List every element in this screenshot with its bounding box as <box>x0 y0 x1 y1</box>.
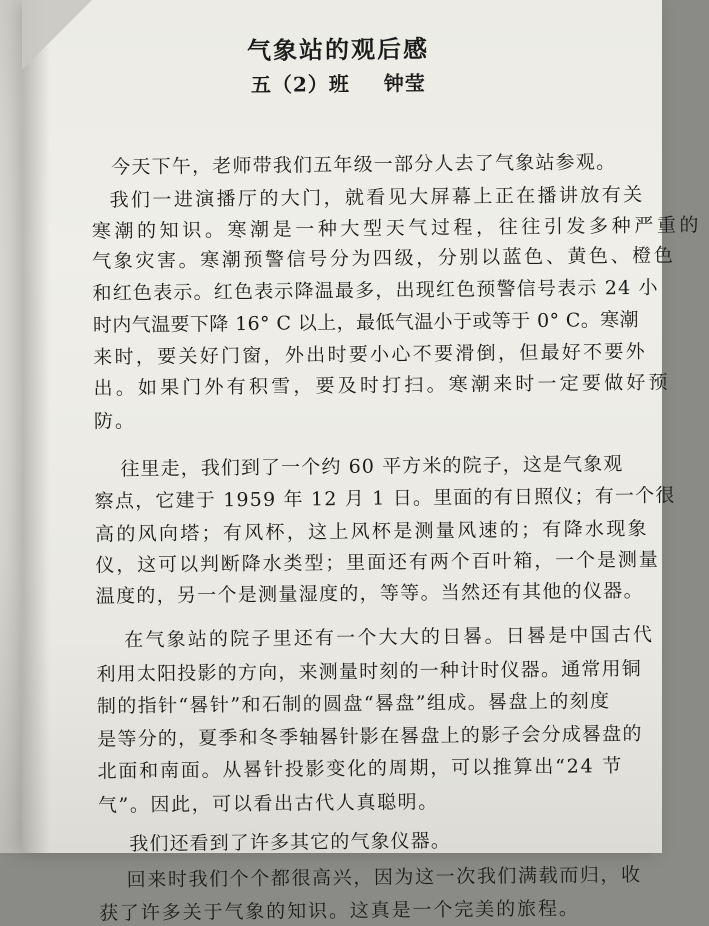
text-line: 高的风向塔；有风杯，这上风杯是测量风速的；有降水现象 <box>94 517 649 546</box>
text-line: 制的指针“晷针”和石制的圆盘“晷盘”组成。晷盘上的刻度 <box>96 690 611 718</box>
text-line: 气”。因此，可以看出古代人真聪明。 <box>97 791 439 817</box>
essay-byline <box>18 65 658 101</box>
essay-content <box>18 0 703 925</box>
text-line: 和红色表示。红色表示降温最多，出现红色预警信号表示 24 小 <box>92 276 659 305</box>
text-line: 在气象站的院子里还有一个大大的日晷。日晷是中国古代 <box>124 623 655 652</box>
text-line: 北面和南面。从晷针投影变化的周期，可以推算出“24 节 <box>97 755 624 783</box>
text-line: 往里走，我们到了一个约 60 平方米的院子，这是气象观 <box>120 453 624 481</box>
text-line: 察点，它建于 1959 年 12 月 1 日。里面的有日照仪；有一个很 <box>94 484 676 513</box>
text-line: 防。 <box>93 410 137 433</box>
text-line: 今天下午，老师带我们五年级一部分人去了气象站参观。 <box>111 151 617 179</box>
text-line: 时内气温要下降 16° C 以上，最低气温小于或等于 0° C。寒潮 <box>92 308 640 337</box>
text-line: 回来时我们个个都很高兴，因为这一次我们满载而归，收 <box>126 863 642 892</box>
text-line: 寒潮的知识。寒潮是一种大型天气过程，往往引发多种严重的 <box>91 214 703 243</box>
essay-title: 气象站的观后感 <box>246 34 430 65</box>
text-line: 仪，这可以判断降水类型；里面还有两个百叶箱，一个是测量 <box>95 548 660 577</box>
text-line: 来时，要关好门窗，外出时要小心不要滑倒，但最好不要外 <box>93 340 648 369</box>
text-line: 是等分的，夏季和冬季轴晷针影在晷盘上的影子会分成晷盘的 <box>97 722 643 751</box>
class-name: 五（2）班 <box>250 71 350 97</box>
paper-page <box>22 0 703 925</box>
text-line: 气象灾害。寒潮预警信号分为四级，分别以蓝色、黄色、橙色 <box>92 244 676 273</box>
text-line: 获了许多关于气象的知识。这真是一个完美的旅程。 <box>98 897 580 925</box>
text-line: 我们还看到了许多其它的气象仪器。 <box>129 829 452 856</box>
text-line: 出。如果门外有积雪，要及时打扫。寒潮来时一定要做好预 <box>93 371 671 400</box>
author-name: 钟莹 <box>383 71 426 96</box>
text-line: 我们一进演播厅的大门，就看见大屏幕上正在播讲放有关 <box>109 183 645 212</box>
text-line: 利用太阳投影的方向，来测量时刻的一种计时仪器。通常用铜 <box>96 657 643 686</box>
text-line: 温度的，另一个是测量湿度的，等等。当然还有其他的仪器。 <box>95 579 644 608</box>
